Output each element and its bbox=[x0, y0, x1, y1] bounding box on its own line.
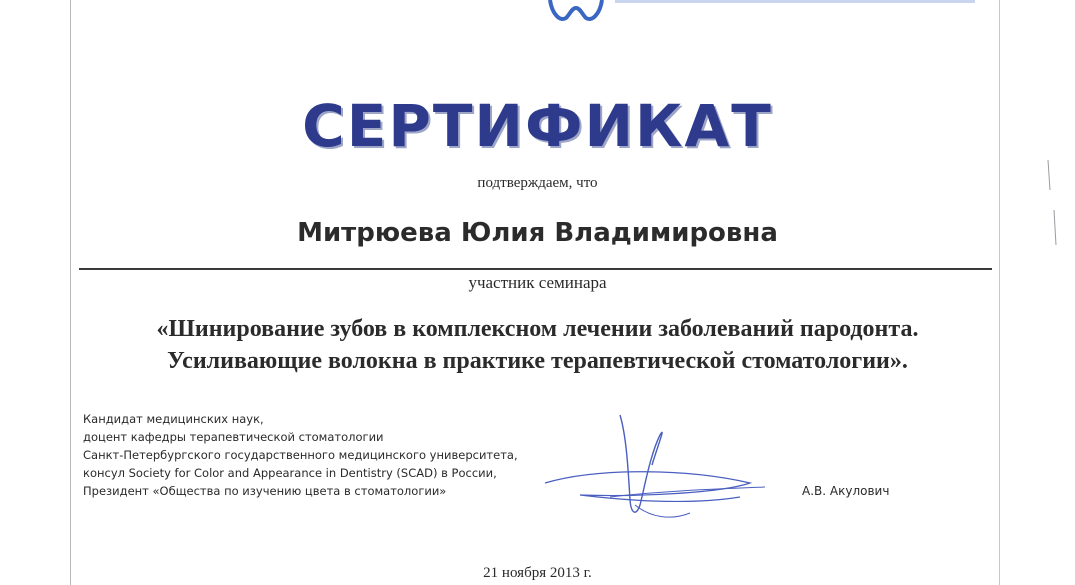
credential-line: Санкт-Петербургского государственного медицинского университета, bbox=[83, 448, 518, 462]
participant-role: участник семинара bbox=[468, 273, 607, 292]
seminar-title-line: «Шинирование зубов в комплексном лечении заболеваний пародонта. bbox=[156, 316, 919, 342]
seminar-title bbox=[0, 313, 1075, 377]
recipient-name: Митрюева Юлия Владимировна bbox=[297, 218, 778, 248]
signer-name: А.В. Акулович bbox=[802, 484, 890, 498]
credential-line: консул Society for Color and Appearance in Dentistry (SCAD) в России, bbox=[83, 466, 497, 480]
credential-line: Кандидат медицинских наук, bbox=[83, 412, 264, 426]
credential-line: доцент кафедры терапевтической стоматологии bbox=[83, 430, 384, 444]
credential-line: Президент «Общества по изучению цвета в стоматологии» bbox=[83, 484, 447, 498]
divider-line bbox=[79, 268, 992, 270]
issue-date: 21 ноября 2013 г. bbox=[483, 565, 592, 581]
seminar-title-line: Усиливающие волокна в практике терапевтической стоматологии». bbox=[167, 348, 908, 374]
handwritten-signature bbox=[540, 405, 800, 535]
certificate-title: СЕРТИФИКАТ bbox=[302, 92, 773, 160]
confirm-text: подтверждаем, что bbox=[477, 175, 598, 191]
margin-mark bbox=[1044, 150, 1064, 250]
tooth-logo-icon bbox=[520, 0, 980, 24]
